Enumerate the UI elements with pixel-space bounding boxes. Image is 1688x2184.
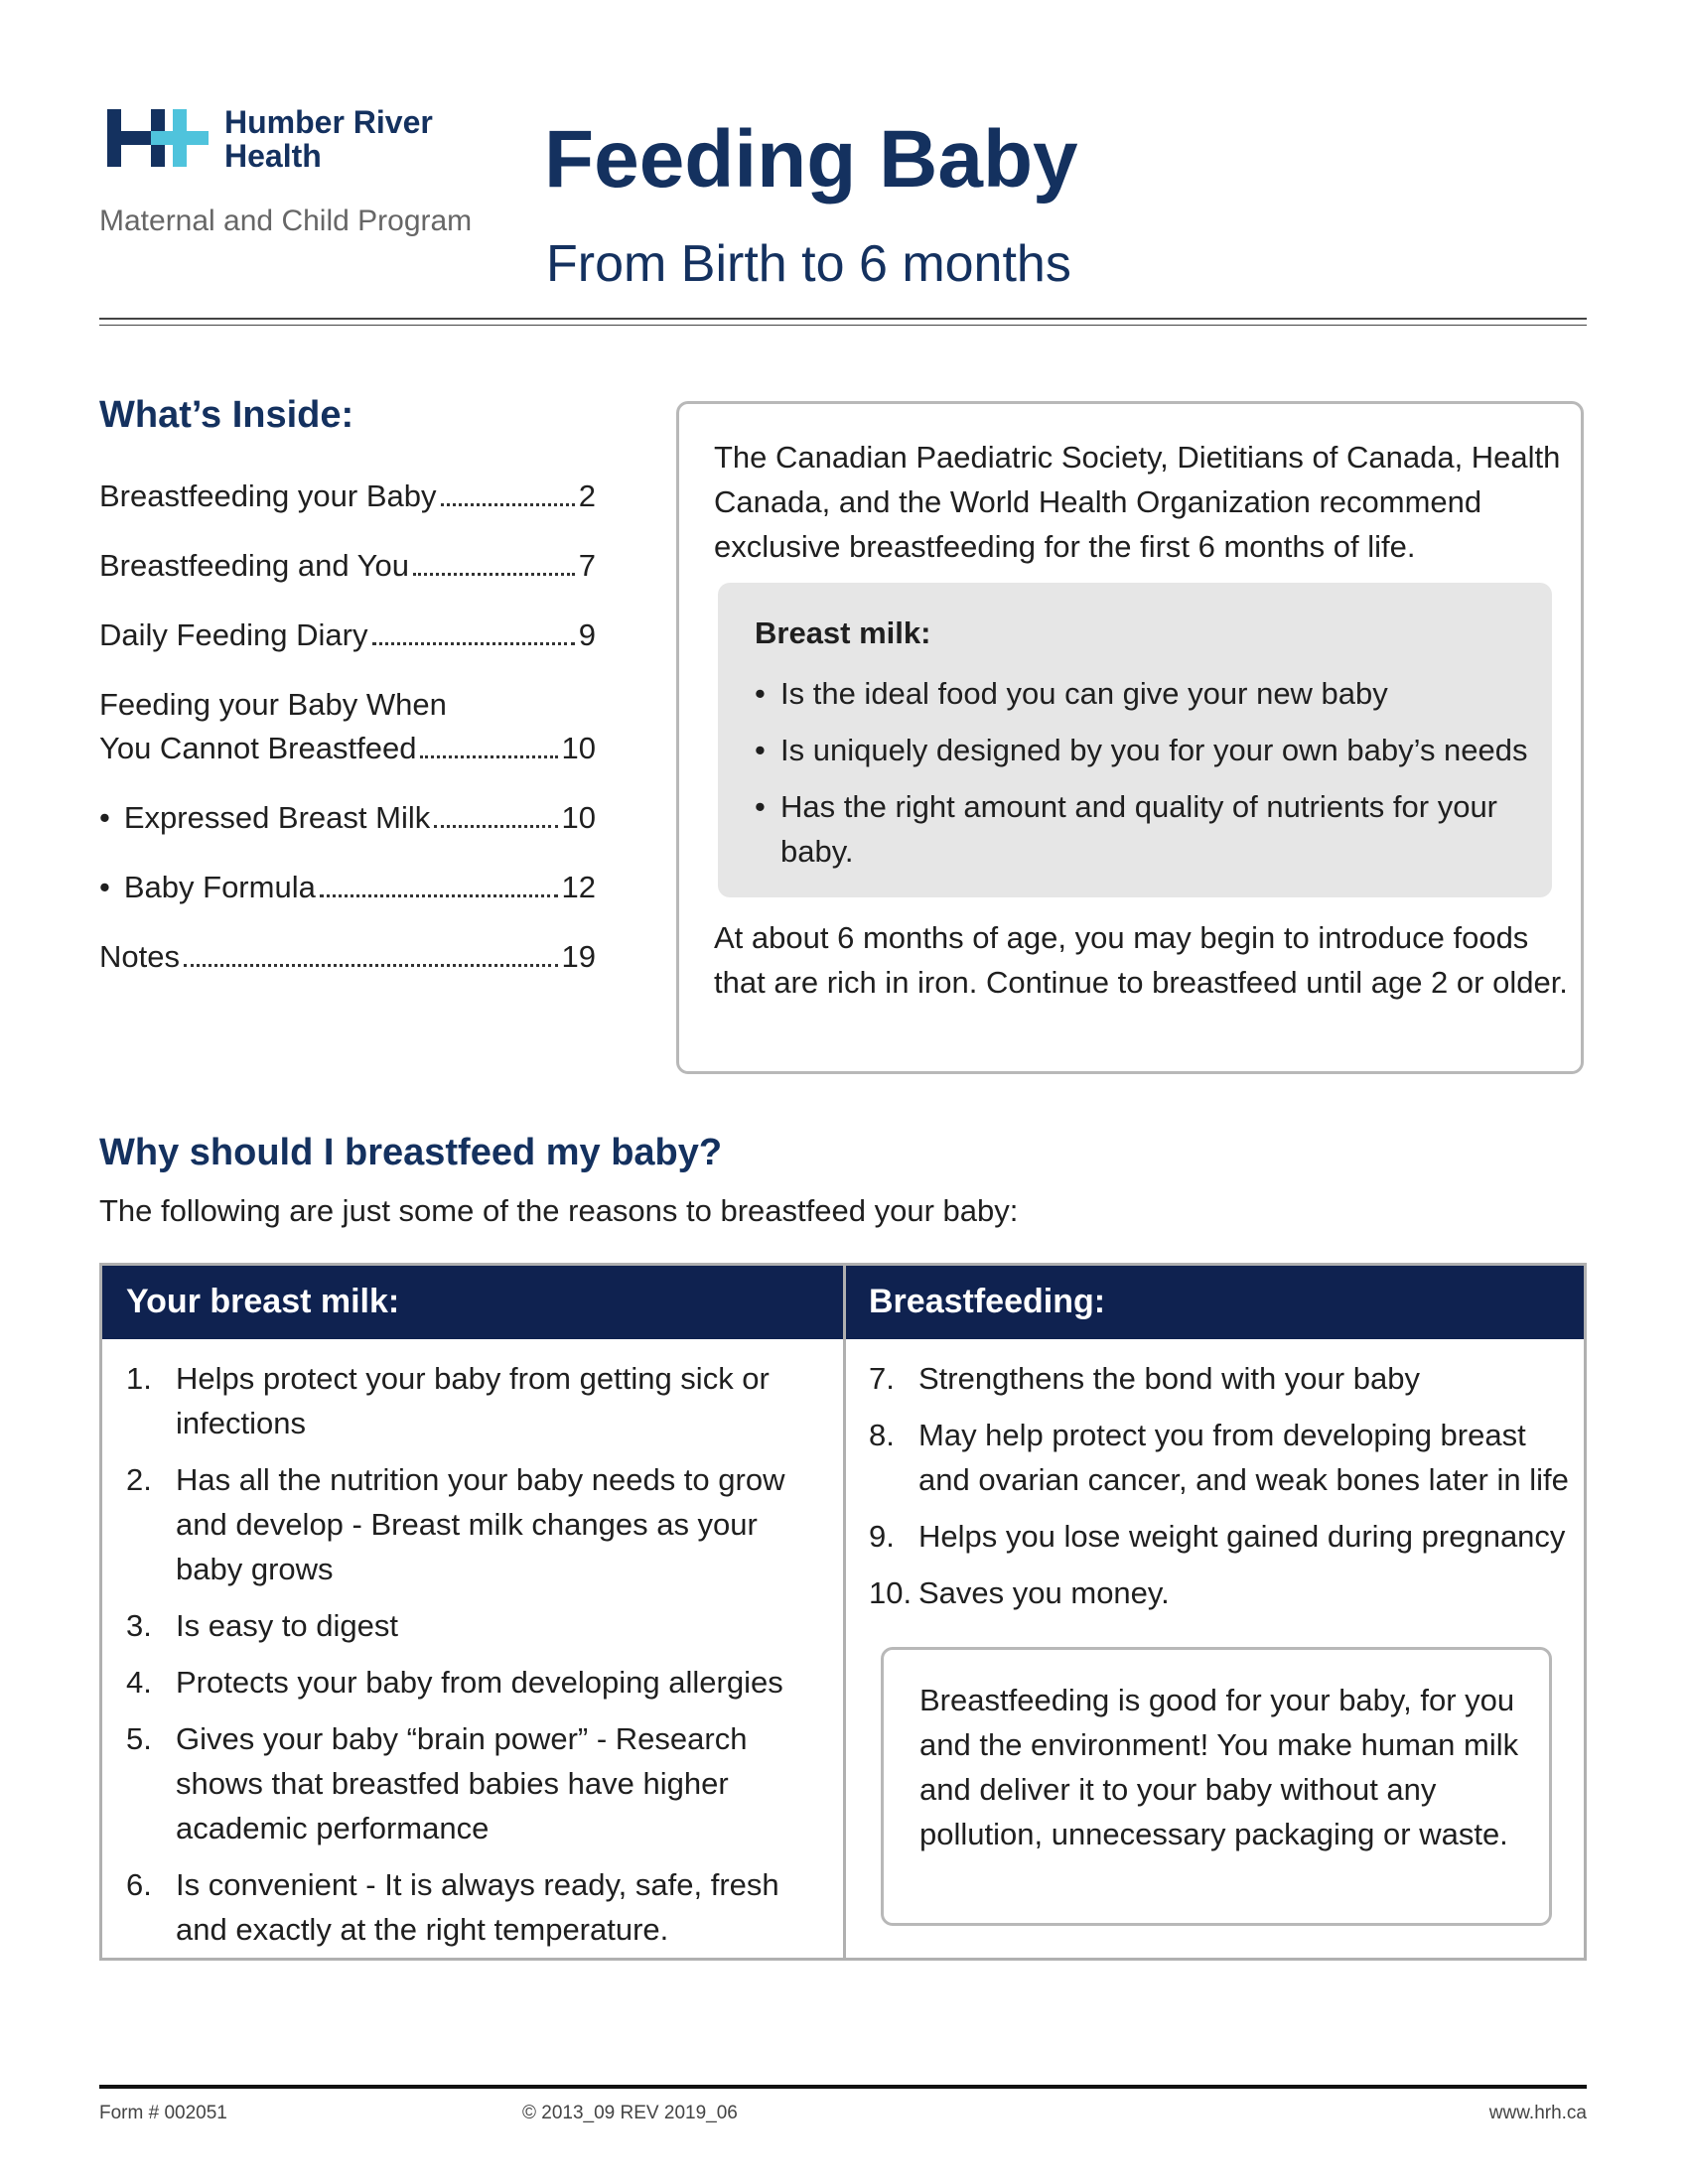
recommendation-intro: The Canadian Paediatric Society, Dietitians of Canada, Health Canada, and the World Health Organization recommend exclusive breastfeeding for the first 6 months of life.	[714, 440, 1561, 564]
list-item-text: Helps you lose weight gained during pregnancy	[918, 1519, 1566, 1554]
list-item-number: 4.	[126, 1665, 152, 1700]
table-of-contents	[99, 478, 596, 1009]
list-item-text: Is the ideal food you can give your new baby	[780, 676, 1388, 711]
list-item	[869, 1413, 1574, 1502]
list-item-number: 6.	[126, 1867, 152, 1902]
header-divider	[99, 318, 1587, 320]
section-subtitle: The following are just some of the reasons to breastfeed your baby:	[99, 1193, 1019, 1228]
list-item-text: Protects your baby from developing allergies	[176, 1665, 783, 1700]
toc-item-page: 19	[561, 939, 596, 974]
toc-item[interactable]	[99, 478, 596, 518]
toc-item-page: 7	[578, 548, 596, 583]
list-item-number: 8.	[869, 1418, 895, 1452]
toc-item-page: 9	[578, 617, 596, 652]
recommendation-outro: At about 6 months of age, you may begin to introduce foods that are rich in iron. Continue to breastfeed until age 2 or older.	[714, 920, 1568, 1000]
list-item	[869, 1570, 1574, 1615]
environment-note: Breastfeeding is good for your baby, for you and the environment! You make human milk and deliver it to your baby without any pollution, unnecessary packaging or waste.	[919, 1683, 1519, 1851]
list-item-number: 5.	[126, 1721, 152, 1756]
toc-item-label: You Cannot Breastfeed	[99, 731, 417, 765]
toc-leader-dots	[320, 894, 558, 897]
organization-name-line2: Health	[224, 138, 322, 174]
organization-name	[224, 105, 433, 173]
list-item	[755, 728, 1539, 772]
column-divider	[843, 1266, 846, 1958]
toc-item-label: Notes	[99, 939, 180, 974]
toc-leader-dots	[184, 964, 558, 967]
column-header-breastfeeding: Breastfeeding:	[869, 1283, 1106, 1320]
list-item-text: May help protect you from developing breast and ovarian cancer, and weak bones later in life	[918, 1418, 1569, 1497]
toc-item-label: Breastfeeding your Baby	[99, 478, 437, 513]
toc-item-label: Daily Feeding Diary	[99, 617, 368, 652]
toc-leader-dots	[420, 755, 557, 758]
toc-leader-dots	[434, 825, 557, 828]
toc-item-page: 12	[561, 870, 596, 904]
breast-milk-list	[755, 671, 1539, 886]
list-item-text: Is uniquely designed by you for your own baby’s needs	[780, 733, 1528, 767]
toc-item-page: 10	[561, 731, 596, 765]
list-item-text: Has all the nutrition your baby needs to grow and develop - Breast milk changes as your baby grows	[176, 1462, 785, 1586]
list-item	[869, 1514, 1574, 1559]
list-item-text: Is easy to digest	[176, 1608, 399, 1643]
list-item-number: 1.	[126, 1361, 152, 1396]
bullet-icon: •	[755, 789, 766, 824]
list-item-text: Has the right amount and quality of nutrients for your baby.	[780, 789, 1498, 869]
list-item-number: 2.	[126, 1462, 152, 1497]
organization-name-line1: Humber River	[224, 104, 433, 140]
header-divider-secondary	[99, 325, 1587, 326]
list-item	[126, 1862, 821, 1952]
bullet-icon: •	[755, 676, 766, 711]
form-number: Form # 002051	[99, 2103, 227, 2123]
list-item	[126, 1716, 821, 1850]
toc-item[interactable]	[99, 870, 596, 909]
toc-leader-dots	[441, 503, 575, 506]
program-name: Maternal and Child Program	[99, 205, 473, 237]
page-title: Feeding Baby	[544, 114, 1078, 205]
list-item-number: 10.	[869, 1575, 913, 1610]
column-header-breast-milk: Your breast milk:	[126, 1283, 400, 1320]
toc-item-label-line1: Feeding your Baby When	[99, 687, 447, 722]
revision-date: © 2013_09 REV 2019_06	[522, 2103, 738, 2123]
list-item	[126, 1660, 821, 1705]
toc-title: What’s Inside:	[99, 394, 354, 436]
list-item-number: 3.	[126, 1608, 152, 1643]
breastfeeding-reasons-list	[869, 1356, 1574, 1627]
toc-item-label: Expressed Breast Milk	[123, 800, 431, 835]
breast-milk-title: Breast milk:	[755, 615, 931, 650]
toc-item[interactable]	[99, 687, 596, 770]
toc-item[interactable]	[99, 800, 596, 840]
list-item-text: Saves you money.	[918, 1575, 1170, 1610]
section-title: Why should I breastfeed my baby?	[99, 1132, 723, 1173]
list-item-text: Helps protect your baby from getting sick or infections	[176, 1361, 770, 1440]
list-item	[869, 1356, 1574, 1401]
humber-river-logo-icon	[107, 109, 209, 167]
toc-item-page: 10	[561, 800, 596, 835]
list-item-number: 7.	[869, 1361, 895, 1396]
list-item-text: Strengthens the bond with your baby	[918, 1361, 1420, 1396]
toc-item-page: 2	[578, 478, 596, 513]
website-link[interactable]: www.hrh.ca	[1488, 2103, 1587, 2123]
list-item-number: 9.	[869, 1519, 895, 1554]
toc-item-label: Baby Formula	[123, 870, 316, 904]
breast-milk-reasons-list	[126, 1356, 821, 1964]
toc-item[interactable]	[99, 939, 596, 979]
toc-item[interactable]	[99, 617, 596, 657]
list-item-text: Is convenient - It is always ready, safe, fresh and exactly at the right temperature.	[176, 1867, 779, 1947]
toc-item-label: Breastfeeding and You	[99, 548, 409, 583]
list-item	[755, 671, 1539, 716]
list-item	[126, 1603, 821, 1648]
list-item	[126, 1457, 821, 1591]
list-item-text: Gives your baby “brain power” - Research shows that breastfed babies have higher academic performance	[176, 1721, 748, 1845]
list-item	[126, 1356, 821, 1445]
list-item	[755, 784, 1539, 874]
bullet-icon: •	[755, 733, 766, 767]
page-subtitle: From Birth to 6 months	[546, 235, 1071, 293]
footer-divider	[99, 2085, 1587, 2089]
toc-item[interactable]	[99, 548, 596, 588]
toc-leader-dots	[413, 573, 575, 576]
bullet-icon: •	[99, 800, 110, 835]
toc-leader-dots	[372, 642, 575, 645]
bullet-icon: •	[99, 870, 110, 904]
